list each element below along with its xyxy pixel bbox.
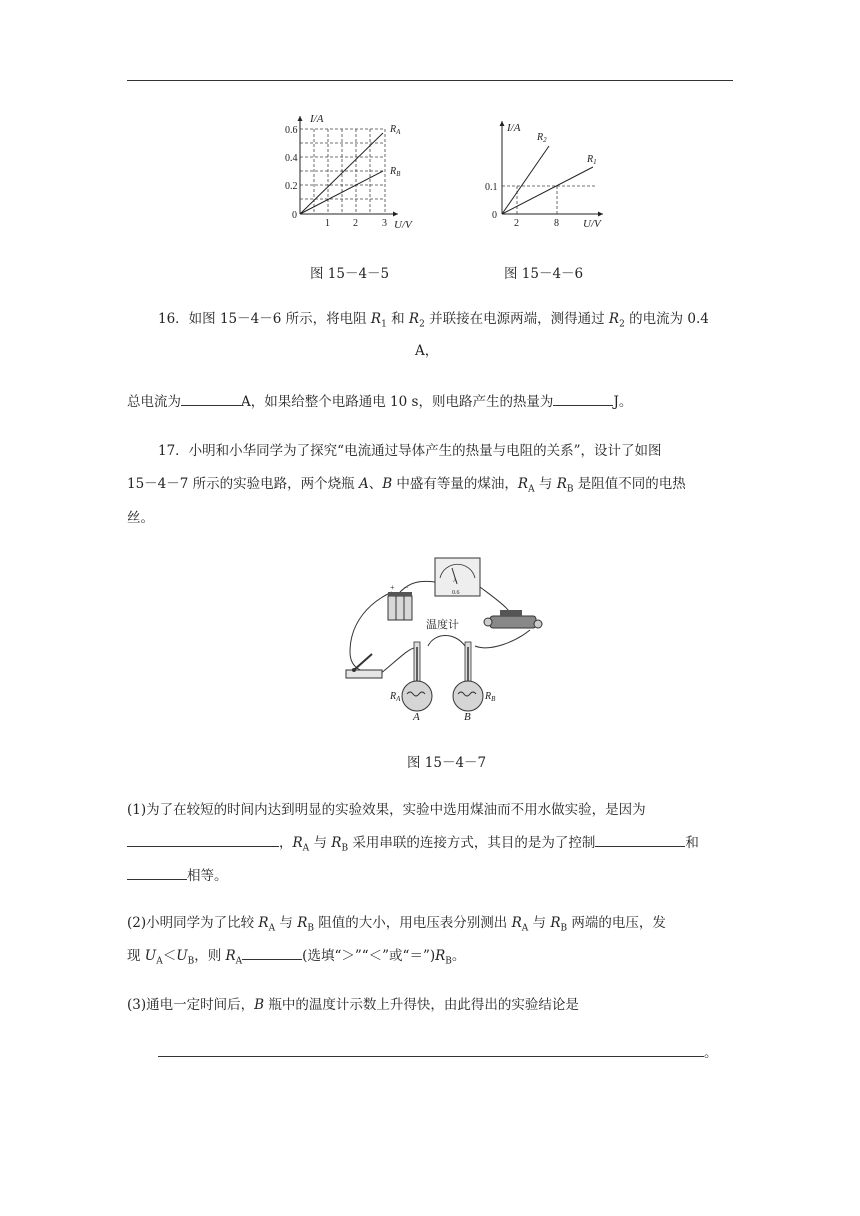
q17-part3-line1: (3)通电一定时间后，B 瓶中的温度计示数上升得快，由此得出的实验结论是 — [127, 997, 579, 1013]
answer-blank-control-1[interactable] — [595, 834, 685, 847]
x-tick: 1 — [325, 218, 330, 229]
q17-part2-line1: (2)小明同学为了比较 $R_A$ 与 $R_B$ 阻值的大小，用电压表分别测出 $R_A$ 与 $R_B$ 两端的电压，发 — [127, 915, 666, 934]
answer-blank-conclusion[interactable] — [158, 1044, 704, 1057]
origin-label: 0 — [492, 210, 497, 221]
x-tick: 3 — [382, 218, 387, 229]
q16-line2: A， — [415, 343, 439, 359]
q17-part1-line1: (1)为了在较短的时间内达到明显的实验效果，实验中选用煤油而不用水做实验，是因为 — [127, 802, 646, 818]
figure-15-4-6 — [485, 118, 615, 233]
label-r2: $R_2$ — [537, 132, 547, 144]
rheostat-icon — [484, 610, 542, 628]
q17-line3: 丝。 — [127, 510, 154, 526]
x-tick: 2 — [514, 218, 519, 229]
answer-blank-total-current[interactable] — [181, 393, 241, 406]
label-ra: $R_A$ — [390, 124, 401, 136]
y-axis-label: I/A — [507, 122, 521, 134]
flask-b-icon — [453, 642, 483, 711]
caption-fig-15-4-6: 图 15－4－6 — [504, 266, 584, 282]
flask-a-label: A — [413, 711, 420, 723]
y-axis-label: I/A — [310, 113, 324, 125]
svg-text:A: A — [453, 578, 458, 584]
answer-blank-reason[interactable] — [127, 834, 279, 847]
label-r1: $R_1$ — [587, 154, 597, 166]
q17-part2-line2: 现 $U_A<U_B$，则 $R_A$ (选填“＞”“＜”或“$=”)R_B$。 — [127, 948, 466, 967]
thermometer-label: 温度计 — [426, 619, 459, 631]
q17-part3-line2: 。 — [158, 1043, 718, 1063]
y-tick: 0.4 — [285, 153, 298, 164]
caption-fig-15-4-7: 图 15－4－7 — [407, 755, 487, 771]
x-axis-label: U/V — [394, 219, 412, 231]
q16-line3: 总电流为 A，如果给整个电路通电 10 s，则电路产生的热量为 J。 — [127, 394, 633, 410]
flask-b-label: B — [464, 711, 471, 723]
line-r1 — [502, 167, 593, 214]
switch-icon — [346, 654, 382, 678]
header-rule — [127, 80, 733, 81]
ammeter-icon — [435, 558, 480, 596]
svg-text:−: − — [404, 583, 409, 592]
line-ra — [300, 133, 383, 214]
origin-label: 0 — [292, 210, 297, 221]
battery-icon — [388, 583, 412, 620]
answer-blank-control-2[interactable] — [127, 867, 187, 880]
label-ra: $R_A$ — [390, 691, 401, 703]
q17-line2: 15－4－7 所示的实验电路，两个烧瓶 A、B 中盛有等量的煤油，$R_A$ 与 $R_B$ 是阻值不同的电热 — [127, 476, 686, 495]
q17-line1: 17．小明和小华同学为了探究“电流通过导体产生的热量与电阻的关系”，设计了如图 — [158, 443, 662, 459]
label-rb: $R_B$ — [390, 166, 401, 178]
figure-15-4-7 — [340, 552, 550, 724]
q17-part1-line3: 相等。 — [127, 866, 228, 886]
line-r2 — [502, 146, 549, 214]
y-tick: 0.1 — [485, 182, 498, 193]
answer-blank-compare[interactable] — [242, 947, 302, 960]
caption-fig-15-4-5: 图 15－4－5 — [310, 266, 390, 282]
line-rb — [300, 171, 383, 214]
y-tick: 0.6 — [285, 125, 298, 136]
svg-text:+: + — [390, 583, 395, 592]
label-rb: $R_B$ — [485, 691, 496, 703]
x-tick: 2 — [353, 218, 358, 229]
answer-blank-heat[interactable] — [553, 393, 613, 406]
q16-line1: 16．如图 15－4－6 所示，将电阻 $R_1$ 和 $R_2$ 并联接在电源两端，测得通过 $R_2$ 的电流为 0.4 — [158, 311, 709, 330]
x-tick: 8 — [554, 218, 559, 229]
y-tick: 0.2 — [285, 181, 298, 192]
q17-part1-line2: ，$R_A$ 与 $R_B$ 采用串联的连接方式，其目的是为了控制 和 — [127, 833, 699, 859]
x-axis-label: U/V — [583, 218, 601, 230]
figure-15-4-5 — [280, 108, 420, 238]
svg-text:0.6: 0.6 — [452, 590, 460, 596]
